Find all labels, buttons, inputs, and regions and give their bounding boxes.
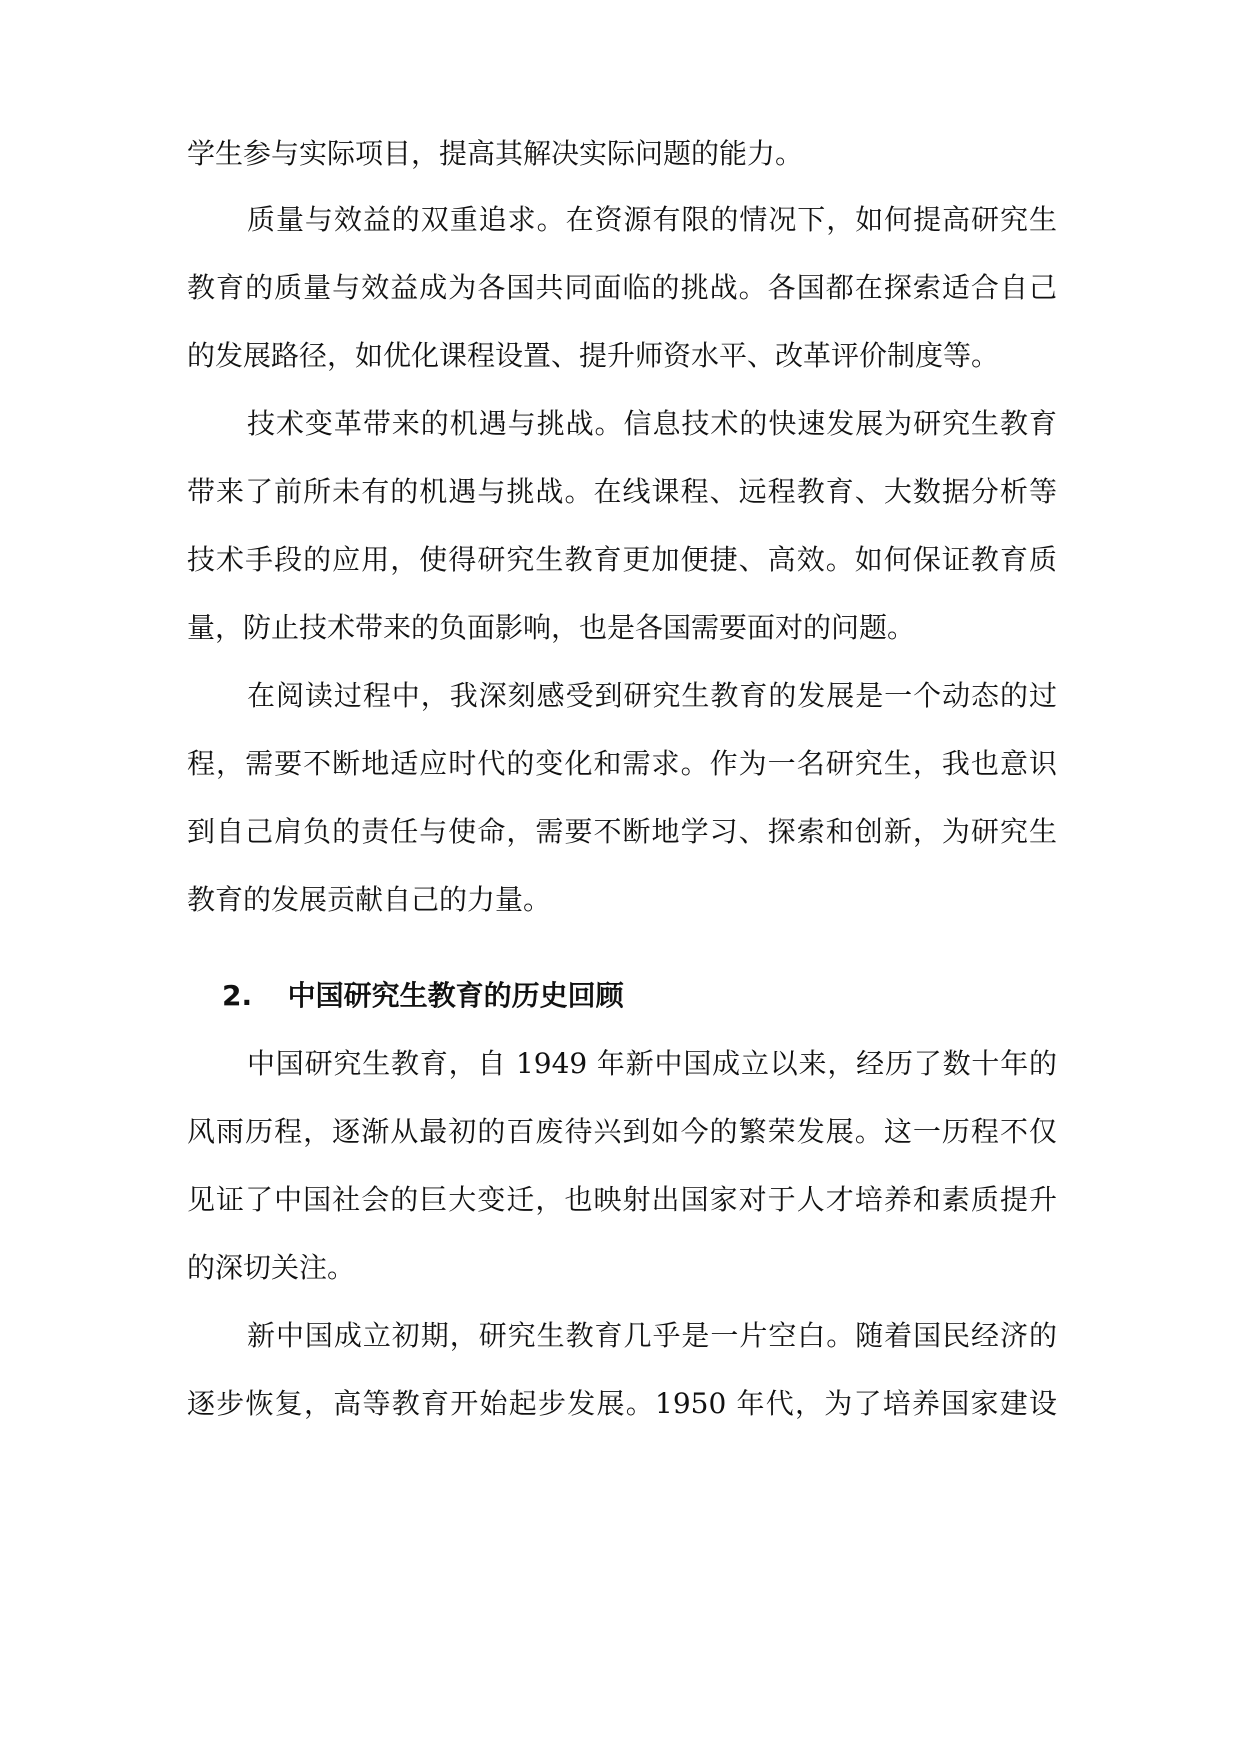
paragraph-line: 教育的发展贡献自己的力量。	[187, 883, 552, 916]
paragraph-line: 在阅读过程中，我深刻感受到研究生教育的发展是一个动态的过	[247, 679, 1057, 712]
paragraph-line: 到自己肩负的责任与使命，需要不断地学习、探索和创新，为研究生	[187, 815, 1057, 848]
paragraph-line: 见证了中国社会的巨大变迁，也映射出国家对于人才培养和素质提升	[187, 1183, 1057, 1216]
paragraph-line: 教育的质量与效益成为各国共同面临的挑战。各国都在探索适合自己	[187, 271, 1057, 304]
paragraph-line: 新中国成立初期，研究生教育几乎是一片空白。随着国民经济的	[247, 1319, 1057, 1352]
paragraph-line: 中国研究生教育，自 1949 年新中国成立以来，经历了数十年的	[247, 1047, 1057, 1080]
paragraph-line: 技术手段的应用，使得研究生教育更加便捷、高效。如何保证教育质	[187, 543, 1057, 576]
paragraph-line: 带来了前所未有的机遇与挑战。在线课程、远程教育、大数据分析等	[187, 475, 1057, 508]
paragraph-line: 风雨历程，逐渐从最初的百废待兴到如今的繁荣发展。这一历程不仅	[187, 1115, 1057, 1148]
paragraph-line: 技术变革带来的机遇与挑战。信息技术的快速发展为研究生教育	[247, 407, 1057, 440]
section-title: 中国研究生教育的历史回顾	[287, 979, 624, 1012]
section-heading	[222, 972, 722, 1020]
paragraph-line: 的深切关注。	[187, 1251, 356, 1284]
paragraph-line: 质量与效益的双重追求。在资源有限的情况下，如何提高研究生	[247, 203, 1057, 236]
paragraph-line: 学生参与实际项目，提高其解决实际问题的能力。	[187, 137, 804, 170]
paragraph-line: 的发展路径，如优化课程设置、提升师资水平、改革评价制度等。	[187, 339, 1000, 372]
paragraph-line: 逐步恢复，高等教育开始起步发展。1950 年代，为了培养国家建设	[187, 1387, 1057, 1420]
section-number: 2.	[222, 979, 253, 1012]
paragraph-line: 量，防止技术带来的负面影响，也是各国需要面对的问题。	[187, 611, 916, 644]
paragraph-line: 程，需要不断地适应时代的变化和需求。作为一名研究生，我也意识	[187, 747, 1057, 780]
